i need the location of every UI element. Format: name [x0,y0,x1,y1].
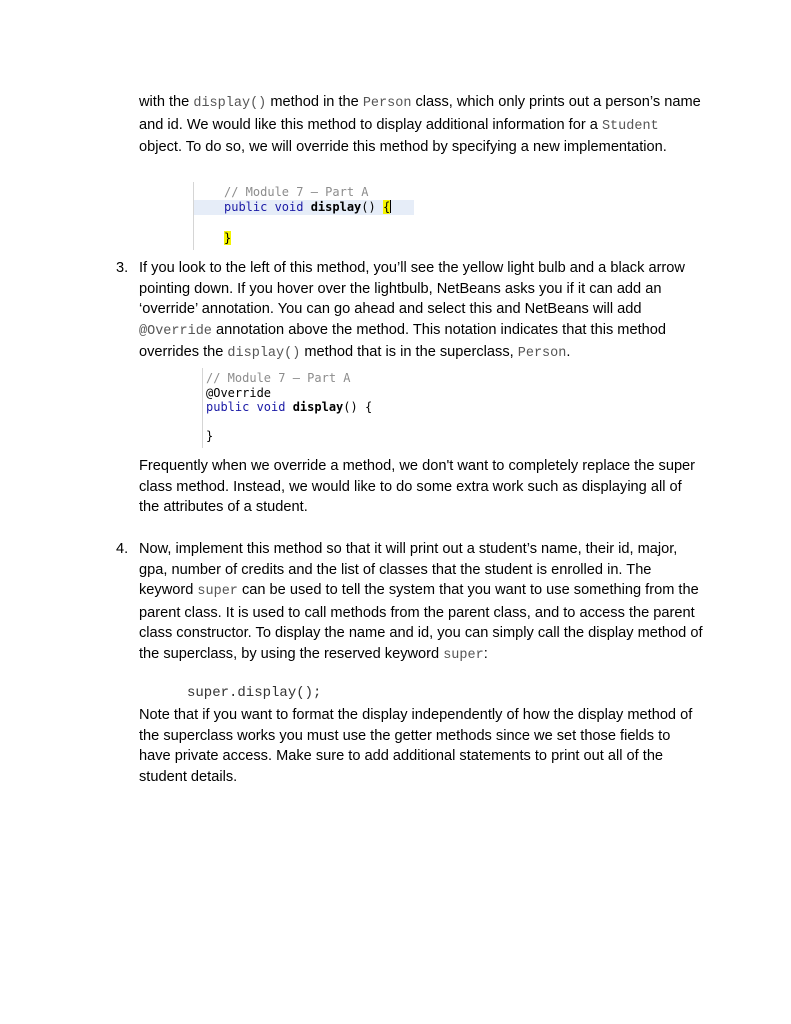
inline-code-display: display() [227,346,301,361]
intro-text-3: class, which only prints out a person’s name and id. We would like this method to display additional information for a [139,94,701,133]
code-comment: // Module 7 – Part A [224,185,369,199]
step-4-text-2: can be used to tell the system that you want to use something from the parent class. It is used to call methods from the parent class, and to access the parent class constructor. To display the name and id, you can simply call the display method of the superclass, by using the reserved keyword [139,582,703,662]
step-4-paragraph [139,539,704,666]
step-3-text-2: annotation above the method. This notation indicates that this method overrides the [139,321,666,360]
code-super-display: super.display(); [187,685,322,701]
editor-gutter [202,368,203,448]
code-parens: () { [343,400,373,414]
step-3-text-4: . [566,344,571,360]
code-close-line [224,231,231,246]
step-3-text-1: If you look to the left of this method, you’ll see the yellow light bulb and a black arrow pointing down. If you hover over the lightbulb, NetBeans asks you if it can add an ‘override’ annotation. You can go ahead and select this and NetBeans will add [139,260,685,317]
override-paragraph: Frequently when we override a method, we don't want to completely replace the super class method. Instead, we would like to do some extra work such as displaying all of the attributes of a student. [139,458,696,515]
code-close-brace: } [206,429,214,443]
inline-code-display: display() [193,96,267,111]
inline-code-override: @Override [139,323,212,339]
step-3-number: 3. [116,260,129,276]
step-4-number: 4. [116,541,129,557]
note-paragraph: Note that if you want to format the display independently of how the display method of the superclass works you must use the getter methods since we set those fields to have private access. Make sure to add additional statements to print out all of the student details. [139,707,693,785]
inline-code-super: super [197,584,238,599]
code-keywords: public void [224,200,311,214]
code-parens: () [361,200,383,214]
code-keywords: public void [206,400,293,414]
text-caret [390,200,391,213]
step-3-text-3: method that is in the superclass, [300,344,518,360]
code-method-line [206,400,372,415]
code-comment: // Module 7 – Part A [206,371,351,385]
code-method-line [194,200,414,215]
inline-code-student: Student [601,118,659,134]
code-open-brace: { [382,200,391,214]
code-close-brace: } [224,231,232,245]
intro-text-4: object. To do so, we will override this method by specifying a new implementation. [139,139,667,155]
intro-text-2: method in the [266,94,363,110]
code-annotation: @Override [206,386,272,400]
code-method-name: display [310,200,362,214]
step-4-text-1: Now, implement this method so that it will print out a student’s name, their id, major, gpa, number of credits and the list of classes that the student is enrolled in. The keyword [139,541,678,598]
inline-code-person: Person [517,346,567,361]
intro-paragraph [139,92,704,158]
inline-code-person: Person [362,96,412,111]
step-4-text-3: : [483,645,488,662]
intro-text-1: with the [139,94,194,110]
inline-code-super: super [443,647,484,663]
code-method-name: display [292,400,344,414]
editor-gutter [193,182,194,250]
step-3-paragraph [139,258,704,365]
